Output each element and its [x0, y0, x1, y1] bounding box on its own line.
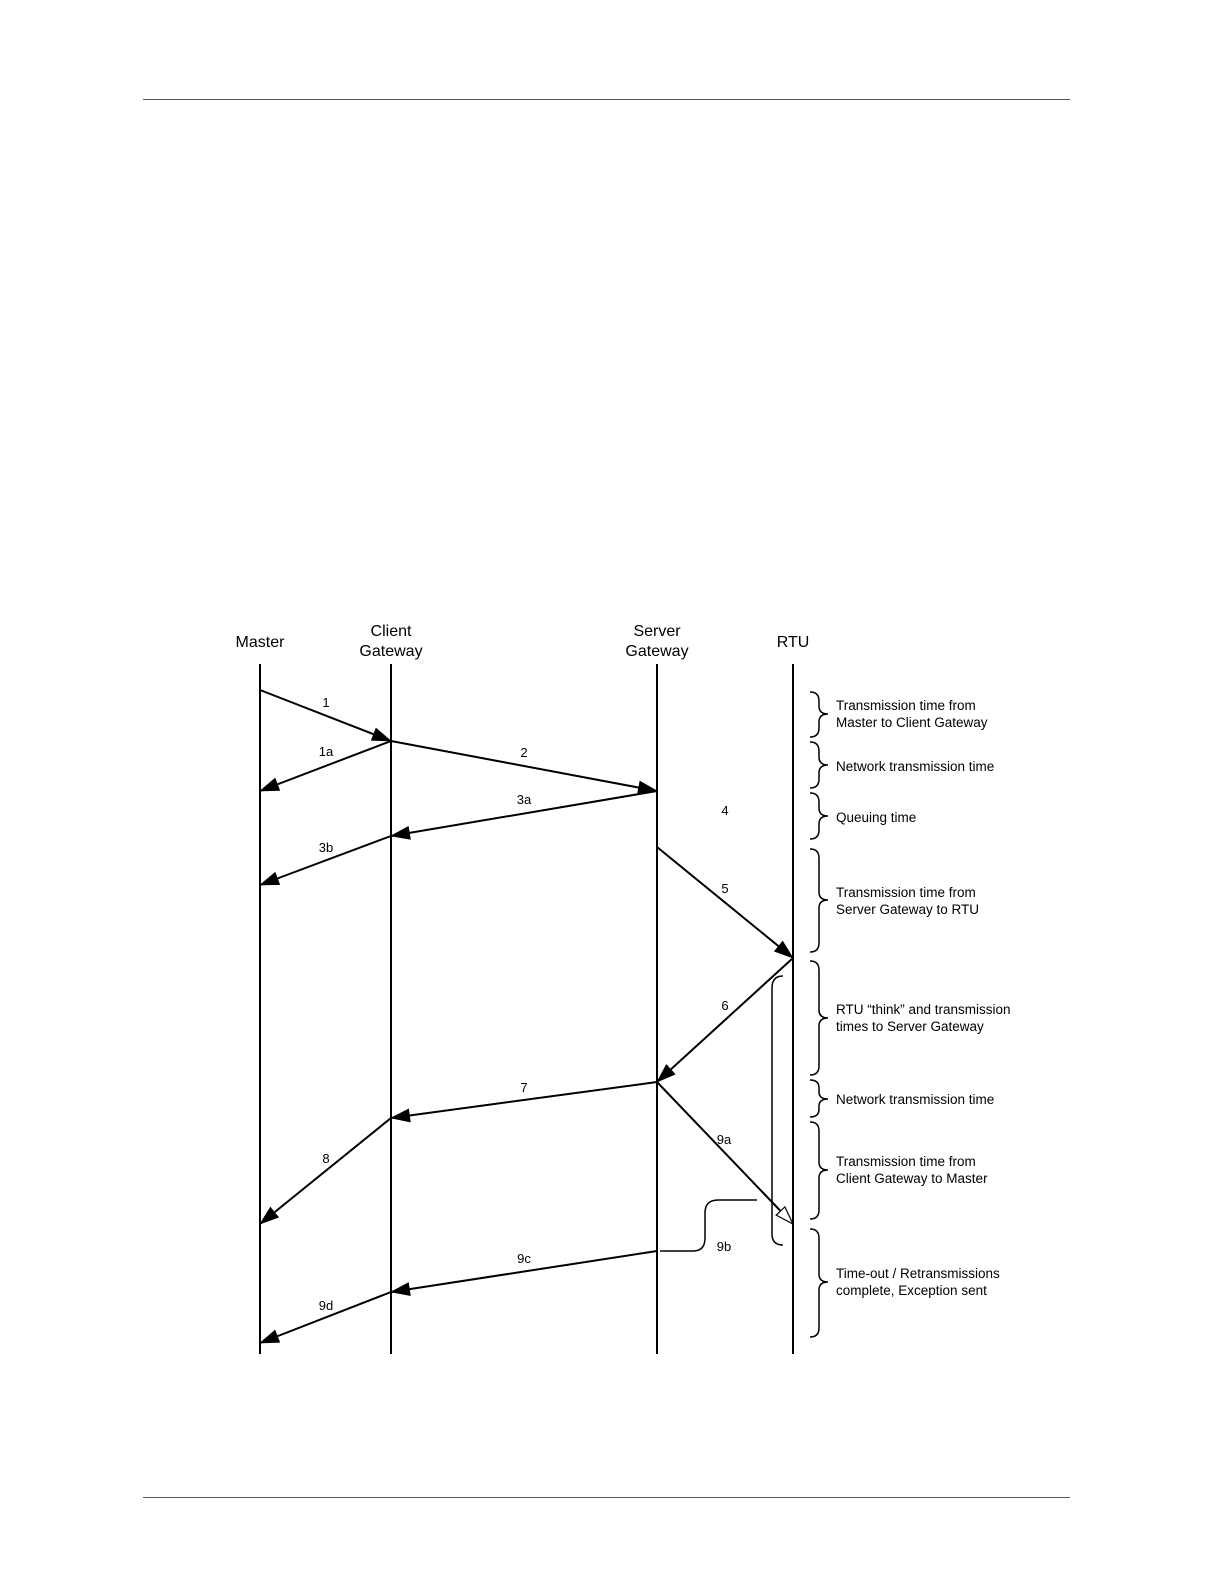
column-label-master: Master [235, 634, 285, 651]
phase-brace-3 [810, 793, 828, 839]
label-msg-9c: 9c [517, 1251, 531, 1266]
phase-label-1-line1: Transmission time from [836, 698, 976, 713]
phase-label-8-line1: Time-out / Retransmissions [836, 1266, 1000, 1281]
label-msg-5: 5 [721, 881, 729, 896]
phase-brace-5 [810, 961, 828, 1075]
phase-label-5-line1: RTU “think” and transmission [836, 1002, 1011, 1017]
phase-label-7-line1: Transmission time from [836, 1154, 976, 1169]
label-msg-9d: 9d [318, 1298, 334, 1313]
column-label-server-line1: Server [633, 623, 681, 640]
phase-label-5-line2: times to Server Gateway [836, 1019, 984, 1034]
column-label-rtu: RTU [776, 634, 810, 651]
phase-label-7-line2: Client Gateway to Master [836, 1171, 988, 1186]
phase-brace-8 [810, 1229, 828, 1337]
label-msg-9a: 9a [716, 1132, 732, 1147]
phase-label-3: Queuing time [836, 810, 917, 825]
label-msg-3b: 3b [318, 840, 334, 855]
phase-brace-4 [810, 849, 828, 952]
phase-brace-6 [810, 1080, 828, 1117]
column-label-client-line1: Client [370, 623, 412, 640]
label-msg-2: 2 [520, 745, 528, 760]
label-msg-4: 4 [721, 803, 729, 818]
label-msg-6: 6 [721, 998, 729, 1013]
phase-brace-2 [810, 742, 828, 788]
label-msg-7: 7 [520, 1080, 528, 1095]
label-msg-1: 1 [322, 695, 330, 710]
column-label-server-line2: Gateway [625, 643, 689, 660]
phase-label-6: Network transmission time [836, 1092, 995, 1107]
phase-label-2: Network transmission time [836, 759, 995, 774]
label-msg-1a: 1a [318, 744, 334, 759]
label-msg-8: 8 [322, 1151, 330, 1166]
column-label-client-line2: Gateway [359, 643, 423, 660]
phase-brace-1 [810, 692, 828, 737]
phase-label-4-line1: Transmission time from [836, 885, 976, 900]
phase-label-1-line2: Master to Client Gateway [836, 715, 988, 730]
timeout-connector-9b [660, 1200, 757, 1251]
phase-label-8-line2: complete, Exception sent [836, 1283, 987, 1298]
arrow-5 [657, 847, 793, 958]
label-msg-9b: 9b [716, 1239, 732, 1254]
phase-label-4-line2: Server Gateway to RTU [836, 902, 980, 917]
label-msg-3a: 3a [516, 792, 532, 807]
arrow-8 [260, 1118, 391, 1224]
phase-brace-7 [810, 1122, 828, 1219]
